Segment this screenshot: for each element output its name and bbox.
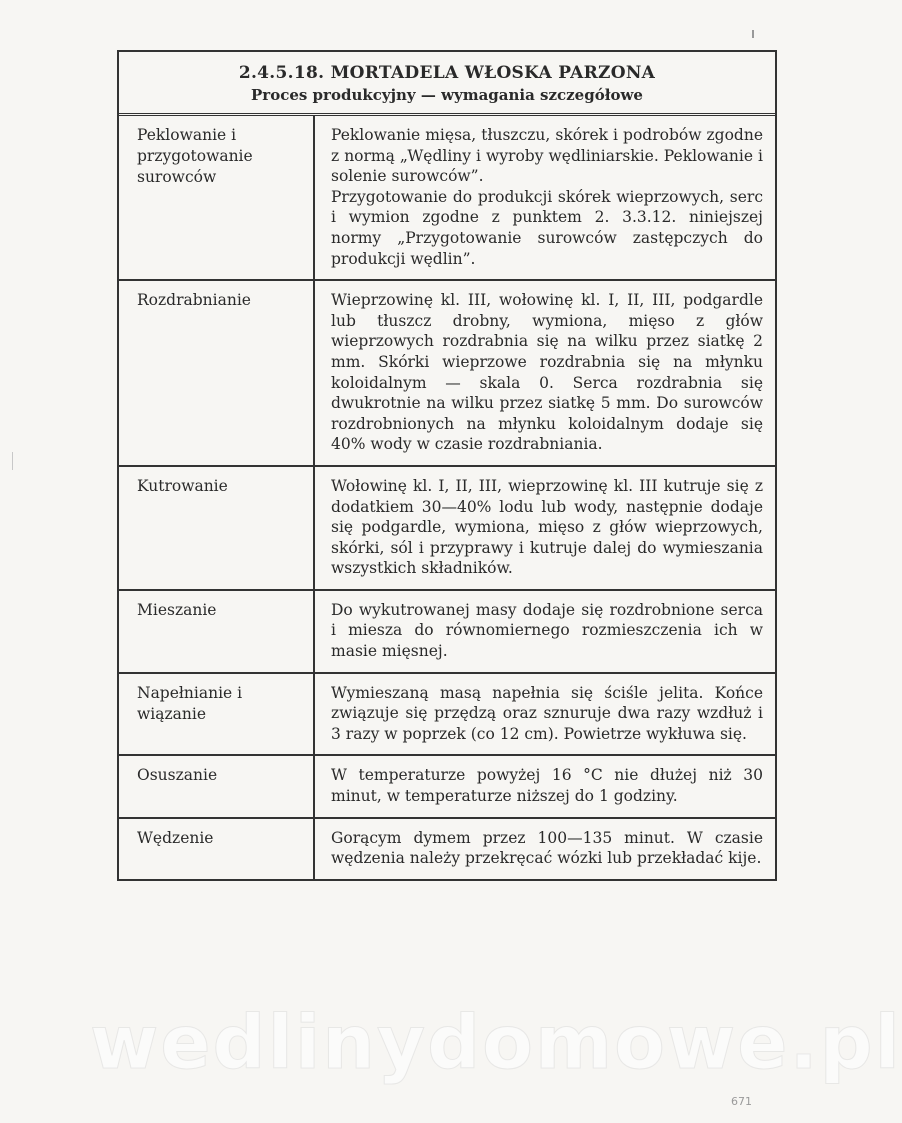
process-step-description — [314, 280, 775, 466]
process-step-label: Peklowanie i przygotowanie surowców — [119, 116, 314, 280]
process-step-description — [314, 673, 775, 756]
document-title: 2.4.5.18. MORTADELA WŁOSKA PARZONA — [238, 63, 656, 83]
process-step-label: Rozdrabnianie — [119, 280, 314, 466]
spec-document — [117, 50, 777, 881]
description-paragraph: Wymieszaną masą napełnia się ściśle jelita. Końce związuje się przędzą oraz sznuruje dwa razy wzdłuż i 3 razy w poprzek (co 12 cm). Powietrze wykłuwa się. — [331, 683, 763, 743]
process-row — [119, 673, 775, 756]
process-row — [119, 116, 775, 280]
process-row — [119, 818, 775, 879]
document-subtitle: Proces produkcyjny — wymagania szczegółowe — [251, 86, 643, 104]
description-paragraph: Wołowinę kl. I, II, III, wieprzowinę kl. III kutruje się z dodatkiem 30—40% lodu lub wody, następnie dodaje się podgardle, wymiona, mięso z głów wieprzowych, skórki, sól i przyprawy i kutruje dalej do wymieszania wszystkich składników. — [331, 476, 763, 578]
corner-tick — [752, 30, 754, 38]
process-step-description — [314, 116, 775, 280]
process-row — [119, 755, 775, 817]
document-header — [119, 52, 775, 116]
process-step-description — [314, 818, 775, 879]
description-paragraph: W temperaturze powyżej 16 °C nie dłużej niż 30 minut, w temperaturze niższej do 1 godziny. — [331, 766, 763, 806]
page-number: 671 — [731, 1095, 752, 1108]
description-paragraph: Wieprzowinę kl. III, wołowinę kl. I, II, III, podgardle lub tłuszcz drobny, wymiona, mięso z głów wieprzowych rozdrabnia się na wilku przez siatkę 2 mm. Skórki wieprzowe rozdrabnia się na młynku koloidalnym — skala 0. Serca rozdrabnia się dwukrotnie na wilku przez siatkę 5 mm. Do surowców rozdrobnionych na młynku koloidalnym dodaje się 40% wody w czasie rozdrabniania. — [331, 291, 763, 454]
process-step-label: Mieszanie — [119, 590, 314, 673]
watermark: wedlinydomowe.pl — [90, 1000, 902, 1086]
process-step-label: Wędzenie — [119, 818, 314, 879]
process-row — [119, 280, 775, 466]
process-step-label: Kutrowanie — [119, 466, 314, 590]
description-paragraph: Peklowanie mięsa, tłuszczu, skórek i podrobów zgodne z normą „Wędliny i wyroby wędliniarskie. Peklowanie i solenie surowców”. — [331, 126, 763, 186]
description-paragraph: Przygotowanie do produkcji skórek wieprzowych, serc i wymion zgodne z punktem 2. 3.3.12. niniejszej normy „Przygotowanie surowców zastępczych do produkcji wędlin”. — [331, 187, 763, 268]
margin-mark — [12, 452, 13, 470]
process-table — [119, 116, 775, 879]
description-paragraph: Do wykutrowanej masy dodaje się rozdrobnione serca i miesza do równomiernego rozmieszczenia ich w masie mięsnej. — [331, 600, 763, 661]
process-step-description — [314, 466, 775, 590]
process-step-description — [314, 755, 775, 817]
process-step-label: Osuszanie — [119, 755, 314, 817]
process-step-label: Napełnianie i wiązanie — [119, 673, 314, 756]
description-paragraph: Gorącym dymem przez 100—135 minut. W czasie wędzenia należy przekręcać wózki lub przekładać kije. — [331, 828, 763, 868]
process-row — [119, 466, 775, 590]
process-row — [119, 590, 775, 673]
process-step-description — [314, 590, 775, 673]
